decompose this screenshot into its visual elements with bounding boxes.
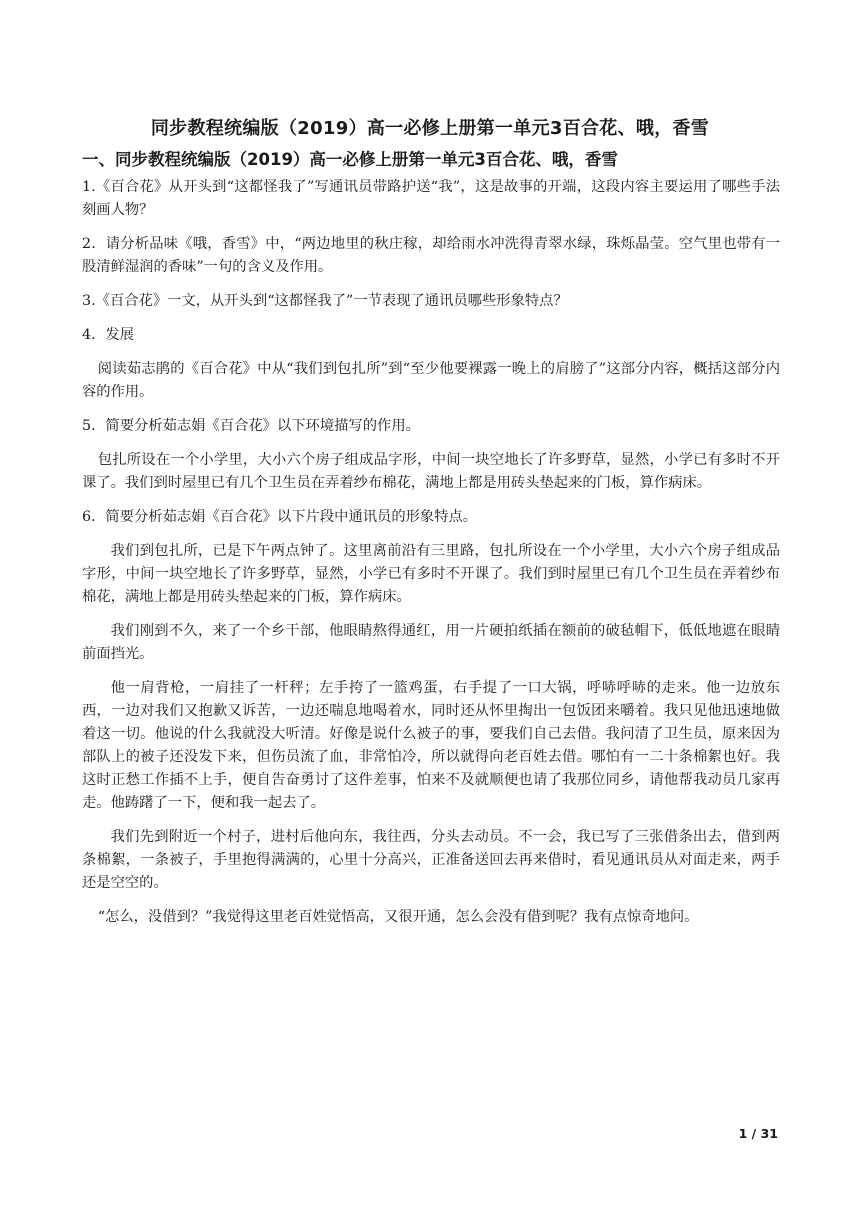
question-2: 2．请分析品味《哦，香雪》中，“两边地里的秋庄稼，却给雨水冲洗得青翠水绿，珠烁晶莹。空气里也带有一股清鲜湿润的香味”一句的含义及作用。 bbox=[82, 236, 780, 275]
question-6-paragraph: “怎么，没借到？”我觉得这里老百姓觉悟高，又很开通，怎么会没有借到呢？我有点惊奇地问。 bbox=[97, 909, 699, 925]
question-6-label: 6．简要分析茹志娟《百合花》以下片段中通讯员的形象特点。 bbox=[82, 509, 478, 525]
question-6-paragraph: 我们先到附近一个村子，进村后他向东，我往西，分头去动员。不一会，我已写了三张借条出去，借到两条棉絮，一条被子，手里抱得满满的，心里十分高兴，正准备送回去再来借时，看见通讯员从对面走来，两手还是空空的。 bbox=[82, 829, 780, 891]
question-6-paragraph: 我们刚到不久，来了一个乡干部，他眼睛熬得通红，用一片硬拍纸插在额前的破毡帽下，低低地遮在眼睛前面挡光。 bbox=[82, 623, 780, 662]
question-4-label: 4．发展 bbox=[82, 327, 134, 343]
question-5-label: 5．简要分析茹志娟《百合花》以下环境描写的作用。 bbox=[82, 418, 420, 434]
question-3: 3.《百合花》一文，从开头到“这都怪我了”一节表现了通讯员哪些形象特点？ bbox=[82, 293, 568, 309]
page-number: 1 / 31 bbox=[738, 1126, 778, 1141]
document-title: 同步教程统编版（2019）高一必修上册第一单元3百合花、哦，香雪 bbox=[150, 118, 710, 139]
question-6-paragraph: 他一肩背枪，一肩挂了一杆秤；左手挎了一篮鸡蛋，右手提了一口大锅，呼哧呼哧的走来。他一边放东西，一边对我们又抱歉又诉苦，一边还喘息地喝着水，同时还从怀里掏出一包饭团来嚼着。我只见他迅速地做着这一切。他说的什么我就没大听清。好像是说什么被子的事，要我们自己去借。我问清了卫生员，原来因为部队上的被子还没发下来，但伤员流了血，非常怕冷，所以就得向老百姓去借。哪怕有一二十条棉絮也好。我这时正愁工作插不上手，便自告奋勇讨了这件差事，怕来不及就顺便也请了我那位同乡，请他帮我动员几家再走。他踌躇了一下，便和我一起去了。 bbox=[82, 680, 780, 811]
section-heading: 一、同步教程统编版（2019）高一必修上册第一单元3百合花、哦，香雪 bbox=[82, 150, 618, 169]
question-5-body: 包扎所设在一个小学里，大小六个房子组成品字形，中间一块空地长了许多野草，显然，小学已有多时不开课了。我们到时屋里已有几个卫生员在弄着纱布棉花，满地上都是用砖头垫起来的门板，算作病床。 bbox=[82, 452, 780, 491]
question-6-paragraph: 我们到包扎所，已是下午两点钟了。这里离前沿有三里路，包扎所设在一个小学里，大小六个房子组成品字形，中间一块空地长了许多野草，显然，小学已有多时不开课了。我们到时屋里已有几个卫生员在弄着纱布棉花，满地上都是用砖头垫起来的门板，算作病床。 bbox=[82, 543, 780, 605]
question-4-body: 阅读茹志鹃的《百合花》中从“我们到包扎所”到“至少他要裸露一晚上的肩膀了”这部分内容，概括这部分内容的作用。 bbox=[82, 361, 780, 400]
document-body bbox=[82, 176, 780, 940]
question-1: 1.《百合花》从开头到“这都怪我了”写通讯员带路护送“我”，这是故事的开端，这段内容主要运用了哪些手法刻画人物？ bbox=[82, 179, 780, 218]
